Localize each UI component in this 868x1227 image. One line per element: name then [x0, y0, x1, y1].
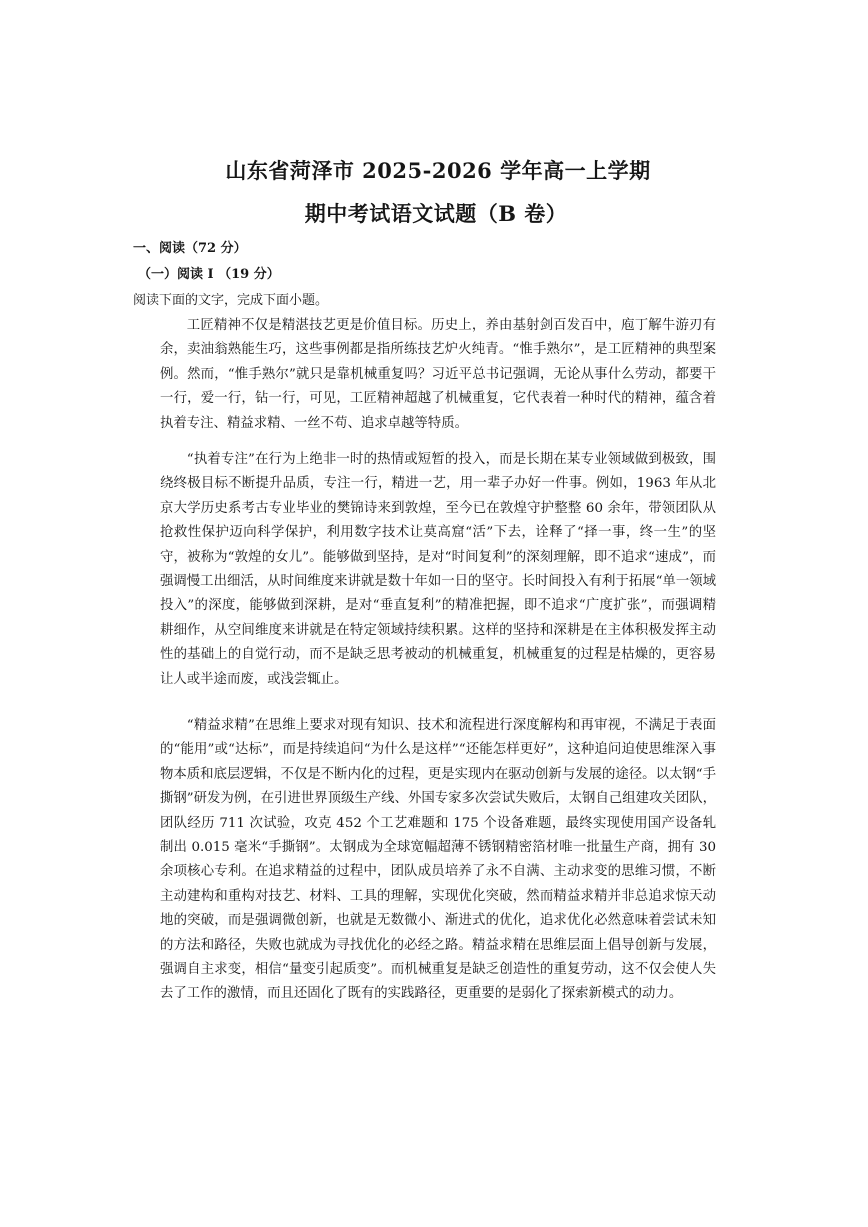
section-heading: 一、阅读（72 分）: [133, 241, 247, 256]
passage-paragraph-3: “精益求精”在思维上要求对现有知识、技术和流程进行深度解构和再审视，不满足于表面的“能用”或“达标”，而是持续追问“为什么是这样”“还能怎样更好”，这种追问迫使思维深入事物本质和底层逻辑，不仅是不断内化的过程，更是实现内在驱动创新与发展的途径。以太钢“手撕钢”研发为例，在引进世界顶级生产线、外国专家多次尝试失败后，太钢自己组建攻关团队，团队经历 711 次试验，攻克 452 个工艺难题和 175 个设备难题，最终实现使用国产设备轧制出 0.015 毫米“手撕钢”。太钢成为全球宽幅超薄不锈钢精密箔材唯一批量生产商，拥有 30 余项核心专利。在追求精益的过程中，团队成员培养了永不自满、主动求变的思维习惯，不断主动建构和重构对技艺、材料、工具的理解，实现优化突破，然而精益求精并非总追求惊天动地的突破，而是强调微创新，也就是无数微小、渐进式的优化，追求优化必然意味着尝试未知的方法和路径，失败也就成为寻找优化的必经之路。精益求精在思维层面上倡导创新与发展，强调自主求变，相信“量变引起质变”。而机械重复是缺乏创造性的重复劳动，这不仅会使人失去了工作的激情，而且还固化了既有的实践路径，更重要的是弱化了探索新模式的动力。: [160, 718, 716, 1002]
exam-title-line1: 山东省菏泽市 2025-2026 学年高一上学期: [225, 158, 651, 183]
passage-paragraph-2: “执着专注”在行为上绝非一时的热情或短暂的投入，而是长期在某专业领域做到极致，围绕终极目标不断提升品质，专注一行，精进一艺，用一辈子办好一件事。例如，1963 年从北京大学历史系考古专业毕业的樊锦诗来到敦煌，至今已在敦煌守护整整 60 余年，带领团队从抢救性保护迈向科学保护，利用数字技术让莫高窟“活”下去，诠释了“择一事，终一生”的坚守，被称为“敦煌的女儿”。能够做到坚持，是对“时间复利”的深刻理解，即不追求“速成”，而强调慢工出细活，从时间维度来讲就是数十年如一日的坚守。长时间投入有利于拓展“单一领域投入”的深度，能够做到深耕，是对“垂直复利”的精准把握，即不追求“广度扩张”，而强调精耕细作，从空间维度来讲就是在特定领域持续积累。这样的坚持和深耕是在主体积极发挥主动性的基础上的自觉行动，而不是缺乏思考被动的机械重复，机械重复的过程是枯燥的，更容易让人或半途而废，或浅尝辄止。: [160, 452, 716, 687]
passage-paragraph-1: 工匠精神不仅是精湛技艺更是价值目标。历史上，养由基射剑百发百中，庖丁解牛游刃有余，卖油翁熟能生巧，这些事例都是指所练技艺炉火纯青。“惟手熟尔”，是工匠精神的典型案例。然而，“惟手熟尔”就只是靠机械重复吗？习近平总书记强调，无论从事什么劳动，都要干一行，爱一行，钻一行，可见，工匠精神超越了机械重复，它代表着一种时代的精神，蕴含着执着专注、精益求精、一丝不苟、追求卓越等特质。: [160, 318, 716, 431]
reading-instruction: 阅读下面的文字，完成下面小题。: [133, 293, 329, 308]
exam-title-line2: 期中考试语文试题（B 卷）: [304, 201, 568, 226]
subsection-heading: （一）阅读 I （19 分）: [138, 267, 280, 282]
